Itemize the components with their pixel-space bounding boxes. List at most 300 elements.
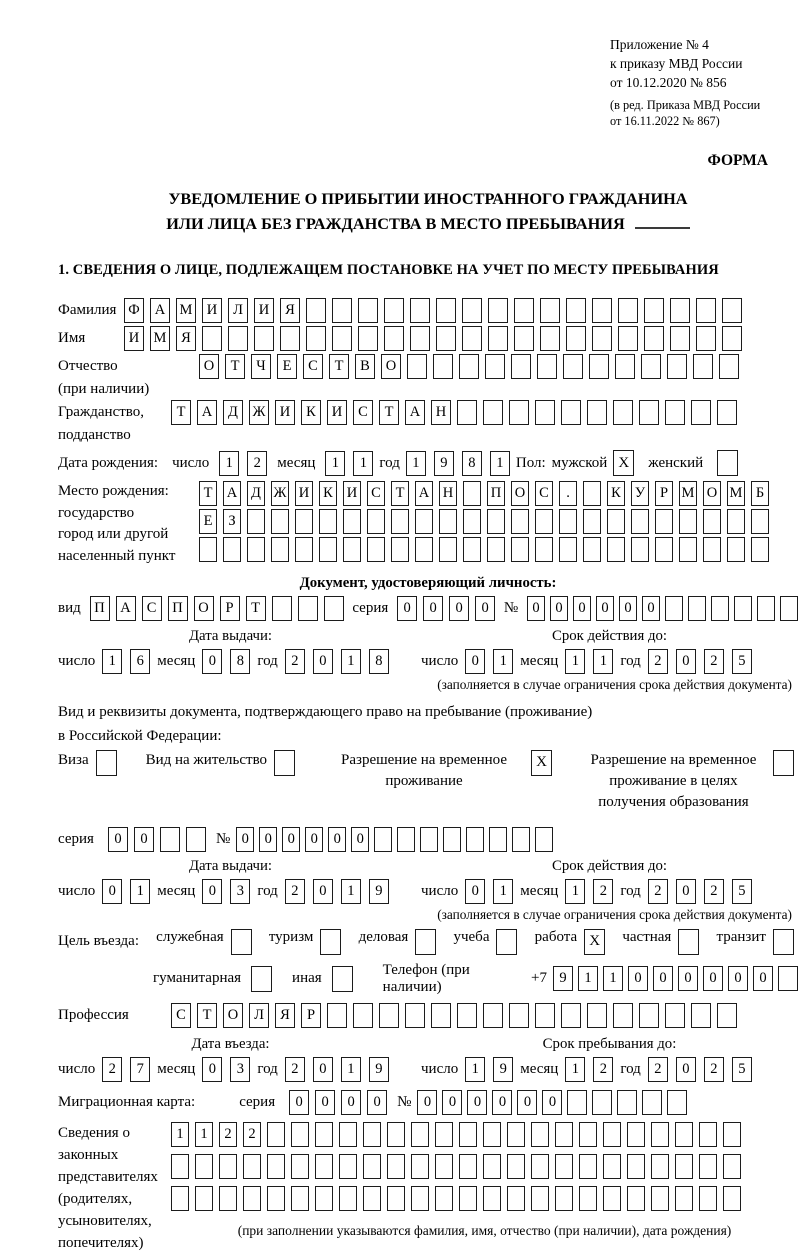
char-cell[interactable] — [411, 1186, 429, 1211]
char-cell[interactable] — [579, 1154, 597, 1179]
char-cell[interactable]: 3 — [230, 879, 250, 904]
char-cell[interactable] — [431, 1003, 451, 1028]
char-cell[interactable]: 1 — [171, 1122, 189, 1147]
char-cell[interactable] — [511, 537, 529, 562]
char-cell[interactable] — [667, 354, 687, 379]
char-cell[interactable] — [563, 354, 583, 379]
char-cell[interactable] — [675, 1186, 693, 1211]
char-cell[interactable]: 2 — [243, 1122, 261, 1147]
char-cell[interactable]: 0 — [134, 827, 154, 852]
char-cell[interactable] — [343, 537, 361, 562]
char-cell[interactable]: 0 — [202, 1057, 222, 1082]
char-cell[interactable] — [363, 1154, 381, 1179]
char-cell[interactable] — [410, 326, 430, 351]
char-cell[interactable]: И — [327, 400, 347, 425]
char-cell[interactable] — [358, 326, 378, 351]
char-cell[interactable]: 0 — [653, 966, 673, 991]
option-temp-residence-checkbox[interactable]: X — [531, 750, 552, 776]
char-cell[interactable] — [561, 1003, 581, 1028]
char-cell[interactable]: А — [223, 481, 241, 506]
char-cell[interactable] — [699, 1122, 717, 1147]
char-cell[interactable] — [397, 827, 415, 852]
char-cell[interactable] — [291, 1186, 309, 1211]
char-cell[interactable]: Т — [379, 400, 399, 425]
char-cell[interactable] — [443, 827, 461, 852]
char-cell[interactable] — [675, 1154, 693, 1179]
char-cell[interactable]: 1 — [593, 649, 613, 674]
char-cell[interactable] — [488, 326, 508, 351]
char-cell[interactable] — [688, 596, 706, 621]
char-cell[interactable] — [734, 596, 752, 621]
char-cell[interactable] — [723, 1122, 741, 1147]
purpose-tourism-checkbox[interactable] — [320, 929, 341, 955]
char-cell[interactable] — [603, 1186, 621, 1211]
char-cell[interactable] — [339, 1122, 357, 1147]
char-cell[interactable] — [459, 354, 479, 379]
char-cell[interactable] — [353, 1003, 373, 1028]
char-cell[interactable] — [171, 1154, 189, 1179]
char-cell[interactable] — [457, 1003, 477, 1028]
char-cell[interactable]: 0 — [542, 1090, 562, 1115]
char-cell[interactable]: 0 — [628, 966, 648, 991]
char-cell[interactable]: С — [171, 1003, 191, 1028]
char-cell[interactable]: 1 — [341, 879, 361, 904]
char-cell[interactable] — [592, 326, 612, 351]
char-cell[interactable] — [723, 1154, 741, 1179]
char-cell[interactable] — [379, 1003, 399, 1028]
char-cell[interactable]: 9 — [493, 1057, 513, 1082]
char-cell[interactable] — [228, 326, 248, 351]
char-cell[interactable] — [717, 400, 737, 425]
char-cell[interactable] — [319, 509, 337, 534]
char-cell[interactable]: И — [295, 481, 313, 506]
char-cell[interactable]: С — [367, 481, 385, 506]
char-cell[interactable]: Б — [751, 481, 769, 506]
char-cell[interactable] — [583, 509, 601, 534]
char-cell[interactable]: С — [535, 481, 553, 506]
purpose-humanitarian-checkbox[interactable] — [251, 966, 272, 992]
char-cell[interactable]: 0 — [259, 827, 277, 852]
char-cell[interactable]: 0 — [492, 1090, 512, 1115]
char-cell[interactable]: У — [631, 481, 649, 506]
char-cell[interactable] — [219, 1186, 237, 1211]
char-cell[interactable] — [267, 1122, 285, 1147]
purpose-study-checkbox[interactable] — [496, 929, 517, 955]
char-cell[interactable]: 2 — [648, 1057, 668, 1082]
char-cell[interactable] — [514, 298, 534, 323]
char-cell[interactable]: 5 — [732, 1057, 752, 1082]
char-cell[interactable] — [223, 537, 241, 562]
char-cell[interactable] — [511, 354, 531, 379]
char-cell[interactable]: К — [319, 481, 337, 506]
char-cell[interactable] — [670, 326, 690, 351]
char-cell[interactable] — [670, 298, 690, 323]
char-cell[interactable]: 1 — [565, 879, 585, 904]
char-cell[interactable] — [415, 537, 433, 562]
char-cell[interactable]: Л — [249, 1003, 269, 1028]
char-cell[interactable]: Я — [280, 298, 300, 323]
char-cell[interactable]: 0 — [465, 649, 485, 674]
char-cell[interactable]: Д — [247, 481, 265, 506]
char-cell[interactable] — [778, 966, 798, 991]
char-cell[interactable]: С — [353, 400, 373, 425]
char-cell[interactable] — [315, 1154, 333, 1179]
char-cell[interactable]: 0 — [596, 596, 614, 621]
char-cell[interactable] — [295, 509, 313, 534]
char-cell[interactable] — [387, 1122, 405, 1147]
char-cell[interactable]: 0 — [282, 827, 300, 852]
char-cell[interactable] — [613, 400, 633, 425]
char-cell[interactable] — [306, 298, 326, 323]
char-cell[interactable]: 0 — [442, 1090, 462, 1115]
char-cell[interactable] — [587, 400, 607, 425]
char-cell[interactable] — [272, 596, 292, 621]
char-cell[interactable] — [315, 1186, 333, 1211]
char-cell[interactable]: 0 — [676, 1057, 696, 1082]
char-cell[interactable] — [280, 326, 300, 351]
char-cell[interactable] — [607, 537, 625, 562]
char-cell[interactable] — [363, 1186, 381, 1211]
char-cell[interactable]: И — [124, 326, 144, 351]
option-residence-permit-checkbox[interactable] — [274, 750, 295, 776]
char-cell[interactable]: В — [355, 354, 375, 379]
char-cell[interactable]: 0 — [550, 596, 568, 621]
char-cell[interactable] — [271, 537, 289, 562]
char-cell[interactable]: М — [727, 481, 745, 506]
char-cell[interactable] — [507, 1154, 525, 1179]
char-cell[interactable] — [531, 1186, 549, 1211]
char-cell[interactable] — [391, 537, 409, 562]
char-cell[interactable] — [559, 509, 577, 534]
char-cell[interactable]: Т — [171, 400, 191, 425]
char-cell[interactable] — [627, 1186, 645, 1211]
purpose-private-checkbox[interactable] — [678, 929, 699, 955]
char-cell[interactable] — [485, 354, 505, 379]
char-cell[interactable]: И — [343, 481, 361, 506]
char-cell[interactable]: 0 — [341, 1090, 361, 1115]
char-cell[interactable] — [439, 509, 457, 534]
char-cell[interactable] — [463, 481, 481, 506]
char-cell[interactable] — [535, 1003, 555, 1028]
char-cell[interactable] — [587, 1003, 607, 1028]
char-cell[interactable] — [627, 1122, 645, 1147]
char-cell[interactable]: 0 — [517, 1090, 537, 1115]
char-cell[interactable]: 1 — [465, 1057, 485, 1082]
char-cell[interactable] — [415, 509, 433, 534]
char-cell[interactable] — [531, 1154, 549, 1179]
char-cell[interactable] — [722, 298, 742, 323]
char-cell[interactable] — [271, 509, 289, 534]
char-cell[interactable] — [751, 509, 769, 534]
char-cell[interactable] — [679, 509, 697, 534]
char-cell[interactable]: 2 — [247, 451, 267, 476]
char-cell[interactable] — [195, 1154, 213, 1179]
char-cell[interactable]: С — [303, 354, 323, 379]
char-cell[interactable]: А — [415, 481, 433, 506]
char-cell[interactable]: М — [679, 481, 697, 506]
option-temp-residence-education-checkbox[interactable] — [773, 750, 794, 776]
char-cell[interactable] — [466, 827, 484, 852]
char-cell[interactable]: О — [223, 1003, 243, 1028]
char-cell[interactable] — [459, 1154, 477, 1179]
char-cell[interactable] — [219, 1154, 237, 1179]
char-cell[interactable] — [367, 509, 385, 534]
char-cell[interactable] — [483, 1186, 501, 1211]
char-cell[interactable]: 0 — [728, 966, 748, 991]
char-cell[interactable] — [696, 326, 716, 351]
char-cell[interactable] — [374, 827, 392, 852]
char-cell[interactable] — [723, 1186, 741, 1211]
char-cell[interactable] — [463, 509, 481, 534]
char-cell[interactable]: 1 — [490, 451, 510, 476]
char-cell[interactable]: 0 — [305, 827, 323, 852]
char-cell[interactable] — [332, 326, 352, 351]
char-cell[interactable] — [603, 1154, 621, 1179]
char-cell[interactable]: 1 — [565, 649, 585, 674]
char-cell[interactable]: О — [199, 354, 219, 379]
char-cell[interactable]: 5 — [732, 649, 752, 674]
char-cell[interactable] — [247, 509, 265, 534]
char-cell[interactable]: . — [559, 481, 577, 506]
char-cell[interactable] — [699, 1186, 717, 1211]
char-cell[interactable] — [487, 537, 505, 562]
char-cell[interactable] — [589, 354, 609, 379]
char-cell[interactable] — [291, 1154, 309, 1179]
char-cell[interactable] — [631, 537, 649, 562]
char-cell[interactable]: 2 — [593, 879, 613, 904]
purpose-official-checkbox[interactable] — [231, 929, 252, 955]
char-cell[interactable] — [202, 326, 222, 351]
char-cell[interactable] — [410, 298, 430, 323]
char-cell[interactable] — [561, 400, 581, 425]
char-cell[interactable] — [651, 1154, 669, 1179]
char-cell[interactable] — [435, 1154, 453, 1179]
char-cell[interactable]: 0 — [642, 596, 660, 621]
char-cell[interactable] — [540, 326, 560, 351]
char-cell[interactable]: 0 — [475, 596, 495, 621]
char-cell[interactable]: 9 — [434, 451, 454, 476]
char-cell[interactable] — [267, 1186, 285, 1211]
char-cell[interactable]: 2 — [285, 1057, 305, 1082]
char-cell[interactable] — [291, 1122, 309, 1147]
char-cell[interactable] — [391, 509, 409, 534]
char-cell[interactable] — [463, 537, 481, 562]
char-cell[interactable]: Л — [228, 298, 248, 323]
char-cell[interactable] — [247, 537, 265, 562]
char-cell[interactable]: 2 — [219, 1122, 237, 1147]
char-cell[interactable]: 8 — [462, 451, 482, 476]
char-cell[interactable] — [195, 1186, 213, 1211]
char-cell[interactable] — [512, 827, 530, 852]
char-cell[interactable] — [535, 827, 553, 852]
char-cell[interactable]: Ж — [271, 481, 289, 506]
char-cell[interactable]: Т — [329, 354, 349, 379]
char-cell[interactable] — [407, 354, 427, 379]
char-cell[interactable] — [642, 1090, 662, 1115]
char-cell[interactable] — [483, 1154, 501, 1179]
char-cell[interactable] — [324, 596, 344, 621]
char-cell[interactable] — [540, 298, 560, 323]
char-cell[interactable]: Е — [199, 509, 217, 534]
char-cell[interactable]: 8 — [369, 649, 389, 674]
char-cell[interactable] — [358, 298, 378, 323]
char-cell[interactable] — [459, 1122, 477, 1147]
char-cell[interactable]: 0 — [753, 966, 773, 991]
char-cell[interactable] — [483, 1003, 503, 1028]
char-cell[interactable]: О — [703, 481, 721, 506]
char-cell[interactable]: Т — [246, 596, 266, 621]
char-cell[interactable] — [719, 354, 739, 379]
char-cell[interactable]: 0 — [465, 879, 485, 904]
char-cell[interactable] — [555, 1186, 573, 1211]
char-cell[interactable] — [618, 326, 638, 351]
char-cell[interactable] — [639, 1003, 659, 1028]
char-cell[interactable] — [555, 1154, 573, 1179]
char-cell[interactable] — [603, 1122, 621, 1147]
char-cell[interactable]: П — [487, 481, 505, 506]
char-cell[interactable]: 1 — [341, 1057, 361, 1082]
char-cell[interactable] — [727, 509, 745, 534]
option-visa-checkbox[interactable] — [96, 750, 117, 776]
char-cell[interactable]: 9 — [369, 1057, 389, 1082]
char-cell[interactable] — [675, 1122, 693, 1147]
char-cell[interactable] — [555, 1122, 573, 1147]
char-cell[interactable] — [757, 596, 775, 621]
char-cell[interactable]: 1 — [406, 451, 426, 476]
char-cell[interactable]: 2 — [648, 649, 668, 674]
char-cell[interactable]: Р — [220, 596, 240, 621]
char-cell[interactable]: 0 — [367, 1090, 387, 1115]
char-cell[interactable]: 0 — [313, 1057, 333, 1082]
char-cell[interactable]: 0 — [678, 966, 698, 991]
char-cell[interactable]: 6 — [130, 649, 150, 674]
char-cell[interactable] — [693, 354, 713, 379]
char-cell[interactable] — [487, 509, 505, 534]
char-cell[interactable]: 1 — [219, 451, 239, 476]
char-cell[interactable] — [243, 1154, 261, 1179]
char-cell[interactable] — [507, 1186, 525, 1211]
char-cell[interactable] — [199, 537, 217, 562]
char-cell[interactable]: 1 — [603, 966, 623, 991]
char-cell[interactable]: Т — [199, 481, 217, 506]
char-cell[interactable] — [583, 481, 601, 506]
char-cell[interactable] — [243, 1186, 261, 1211]
char-cell[interactable]: О — [381, 354, 401, 379]
char-cell[interactable]: Ф — [124, 298, 144, 323]
char-cell[interactable] — [655, 509, 673, 534]
char-cell[interactable] — [780, 596, 798, 621]
char-cell[interactable] — [751, 537, 769, 562]
char-cell[interactable] — [699, 1154, 717, 1179]
char-cell[interactable]: 0 — [313, 649, 333, 674]
char-cell[interactable]: 0 — [467, 1090, 487, 1115]
char-cell[interactable]: П — [168, 596, 188, 621]
purpose-work-checkbox[interactable]: X — [584, 929, 605, 955]
char-cell[interactable] — [711, 596, 729, 621]
char-cell[interactable]: 1 — [493, 879, 513, 904]
char-cell[interactable] — [613, 1003, 633, 1028]
char-cell[interactable]: 1 — [493, 649, 513, 674]
char-cell[interactable] — [583, 537, 601, 562]
char-cell[interactable]: 1 — [102, 649, 122, 674]
char-cell[interactable]: 0 — [573, 596, 591, 621]
char-cell[interactable] — [535, 537, 553, 562]
char-cell[interactable]: Т — [391, 481, 409, 506]
char-cell[interactable] — [691, 1003, 711, 1028]
char-cell[interactable]: 0 — [676, 879, 696, 904]
char-cell[interactable]: 0 — [289, 1090, 309, 1115]
char-cell[interactable]: 1 — [353, 451, 373, 476]
char-cell[interactable]: 1 — [578, 966, 598, 991]
char-cell[interactable]: 9 — [553, 966, 573, 991]
char-cell[interactable]: 7 — [130, 1057, 150, 1082]
char-cell[interactable] — [298, 596, 318, 621]
char-cell[interactable]: А — [150, 298, 170, 323]
char-cell[interactable]: Ж — [249, 400, 269, 425]
char-cell[interactable]: 0 — [202, 649, 222, 674]
char-cell[interactable] — [483, 400, 503, 425]
char-cell[interactable] — [665, 400, 685, 425]
char-cell[interactable] — [160, 827, 180, 852]
char-cell[interactable] — [509, 400, 529, 425]
char-cell[interactable]: 2 — [285, 879, 305, 904]
char-cell[interactable] — [667, 1090, 687, 1115]
char-cell[interactable] — [531, 1122, 549, 1147]
char-cell[interactable]: А — [116, 596, 136, 621]
char-cell[interactable] — [384, 326, 404, 351]
char-cell[interactable] — [665, 1003, 685, 1028]
char-cell[interactable] — [665, 596, 683, 621]
char-cell[interactable]: 0 — [423, 596, 443, 621]
char-cell[interactable]: И — [202, 298, 222, 323]
purpose-transit-checkbox[interactable] — [773, 929, 794, 955]
char-cell[interactable] — [607, 509, 625, 534]
char-cell[interactable]: 2 — [704, 649, 724, 674]
char-cell[interactable] — [537, 354, 557, 379]
char-cell[interactable]: И — [254, 298, 274, 323]
char-cell[interactable]: 0 — [102, 879, 122, 904]
purpose-other-checkbox[interactable] — [332, 966, 353, 992]
char-cell[interactable]: Ч — [251, 354, 271, 379]
char-cell[interactable] — [457, 400, 477, 425]
char-cell[interactable] — [436, 298, 456, 323]
char-cell[interactable] — [319, 537, 337, 562]
char-cell[interactable]: 1 — [565, 1057, 585, 1082]
char-cell[interactable]: Я — [176, 326, 196, 351]
char-cell[interactable]: 2 — [704, 879, 724, 904]
char-cell[interactable] — [641, 354, 661, 379]
char-cell[interactable] — [339, 1186, 357, 1211]
char-cell[interactable]: Е — [277, 354, 297, 379]
char-cell[interactable]: Н — [439, 481, 457, 506]
char-cell[interactable] — [488, 298, 508, 323]
char-cell[interactable]: Р — [655, 481, 673, 506]
char-cell[interactable] — [631, 509, 649, 534]
char-cell[interactable] — [411, 1154, 429, 1179]
char-cell[interactable]: Р — [301, 1003, 321, 1028]
char-cell[interactable] — [696, 298, 716, 323]
char-cell[interactable] — [171, 1186, 189, 1211]
char-cell[interactable] — [617, 1090, 637, 1115]
char-cell[interactable] — [566, 326, 586, 351]
char-cell[interactable] — [254, 326, 274, 351]
char-cell[interactable] — [306, 326, 326, 351]
char-cell[interactable] — [295, 537, 313, 562]
char-cell[interactable]: К — [301, 400, 321, 425]
char-cell[interactable]: 0 — [351, 827, 369, 852]
char-cell[interactable]: 5 — [732, 879, 752, 904]
char-cell[interactable] — [511, 509, 529, 534]
